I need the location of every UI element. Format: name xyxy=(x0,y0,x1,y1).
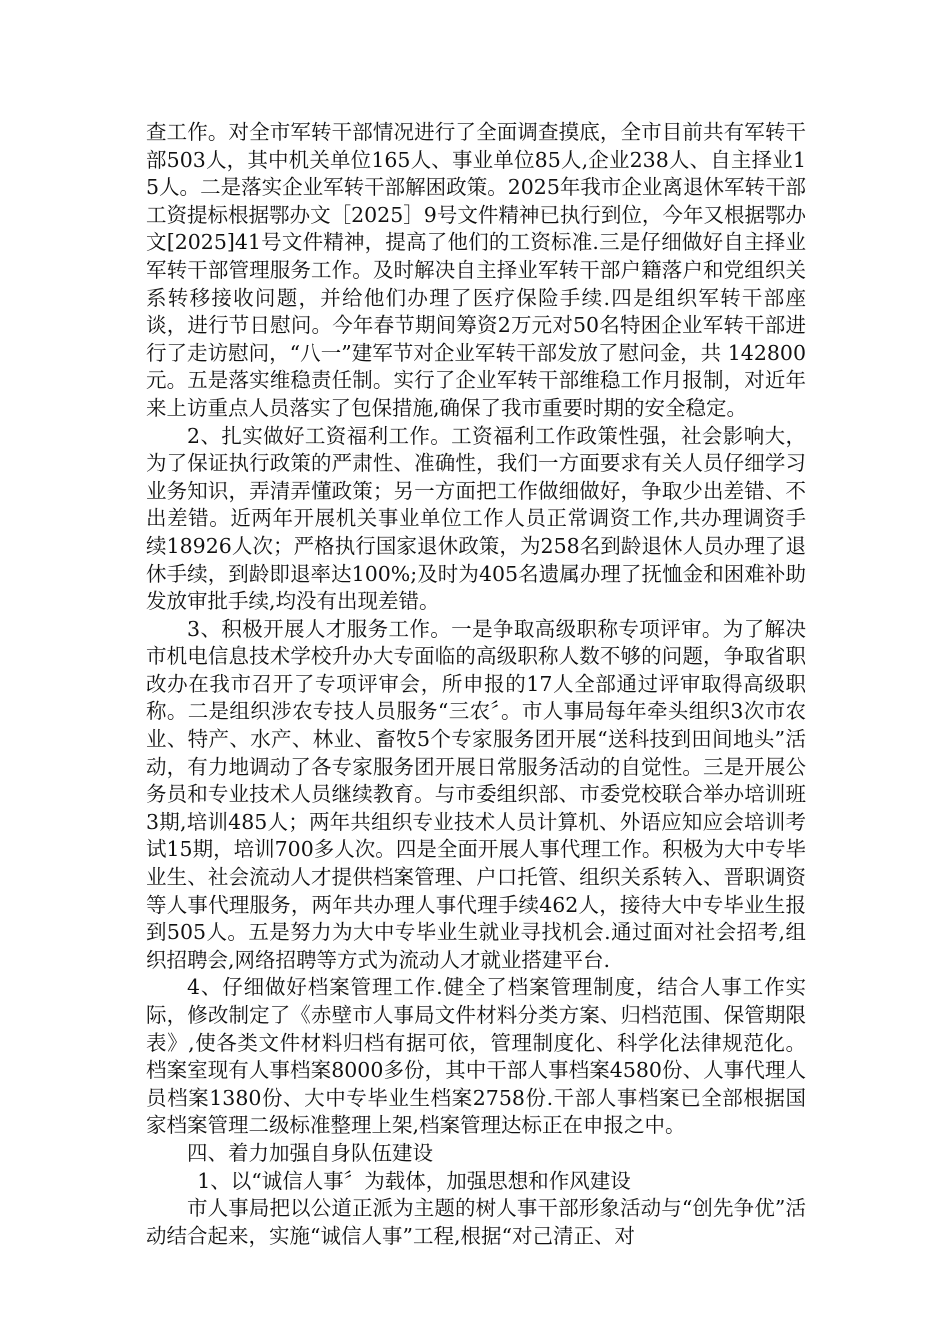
paragraph-talent-service: 3、积极开展人才服务工作。一是争取高级职称专项评审。为了解决市机电信息技术学校升办大专面临的高级职称人数不够的问题，争取省职改办在我市召开了专项评审会，所申报的17人全部通过评审取得高级职称。二是组织涉农专技人员服务“三农〞。市人事局每年牵头组织3次市农业、特产、水产、林业、畜牧5个专家服务团开展“送科技到田间地头”活动，有力地调动了各专家服务团开展日常服务活动的自觉性。三是开展公务员和专业技术人员继续教育。与市委组织部、市委党校联合举办培训班3期,培训485人；两年共组织专业技术人员计算机、外语应知应会培训考试15期，培训700多人次。四是全面开展人事代理工作。积极为大中专毕业生、社会流动人才提供档案管理、户口托管、组织关系转入、晋职调资等人事代理服务，两年共办理人事代理手续462人，接待大中专毕业生报到505人。五是努力为大中专毕业生就业寻找机会.通过面对社会招考,组织招聘会,网络招聘等方式为流动人才就业搭建平台. xyxy=(146,616,806,972)
section-heading: 四、着力加强自身队伍建设 xyxy=(187,1140,433,1165)
document-body xyxy=(146,119,806,1250)
paragraph-continued: 查工作。对全市军转干部情况进行了全面调查摸底，全市目前共有军转干部503人，其中机关单位165人、事业单位85人,企业238人、自主择业15人。二是落实企业军转干部解困政策。2025年我市企业离退休军转干部工资提标根据鄂办文［2025］9号文件精神已执行到位，今年又根据鄂办文[2025]41号文件精神，提高了他们的工资标准.三是仔细做好自主择业军转干部管理服务工作。及时解决自主择业军转干部户籍落户和党组织关系转移接收问题，并给他们办理了医疗保险手续.四是组织军转干部座谈，进行节日慰问。今年春节期间筹资2万元对50名特困企业军转干部进行了走访慰问，“八一”建军节对企业军转干部发放了慰问金，共 142800元。五是落实维稳责任制。实行了企业军转干部维稳工作月报制，对近年来上访重点人员落实了包保措施,确保了我市重要时期的安全稳定。 xyxy=(146,120,806,420)
subsection-heading: 1、以“诚信人事〞为载体，加强思想和作风建设 xyxy=(197,1168,631,1193)
paragraph-integrity: 市人事局把以公道正派为主题的树人事干部形象活动与“创先争优”活动结合起来，实施“诚信人事”工程,根据“对己清正、对 xyxy=(146,1196,806,1248)
paragraph-wage-welfare: 2、扎实做好工资福利工作。工资福利工作政策性强，社会影响大，为了保证执行政策的严肃性、准确性，我们一方面要求有关人员仔细学习业务知识，弄清弄懂政策；另一方面把工作做细做好，争取少出差错、不出差错。近两年开展机关事业单位工作人员正常调资工作,共办理调资手续18926人次；严格执行国家退休政策，为258名到龄退休人员办理了退休手续，到龄即退率达100%;及时为405名遗属办理了抚恤金和困难补助发放审批手续,均没有出现差错。 xyxy=(146,423,806,614)
paragraph-archive-management: 4、仔细做好档案管理工作.健全了档案管理制度，结合人事工作实际，修改制定了《赤壁市人事局文件材料分类方案、归档范围、保管期限表》,使各类文件材料归档有据可依，管理制度化、科学化法律规范化。档案室现有人事档案8000多份，其中干部人事档案4580份、人事代理人员档案1380份、大中专毕业生档案2758份.干部人事档案已全部根据国家档案管理二级标准整理上架,档案管理达标正在申报之中。 xyxy=(146,975,806,1138)
